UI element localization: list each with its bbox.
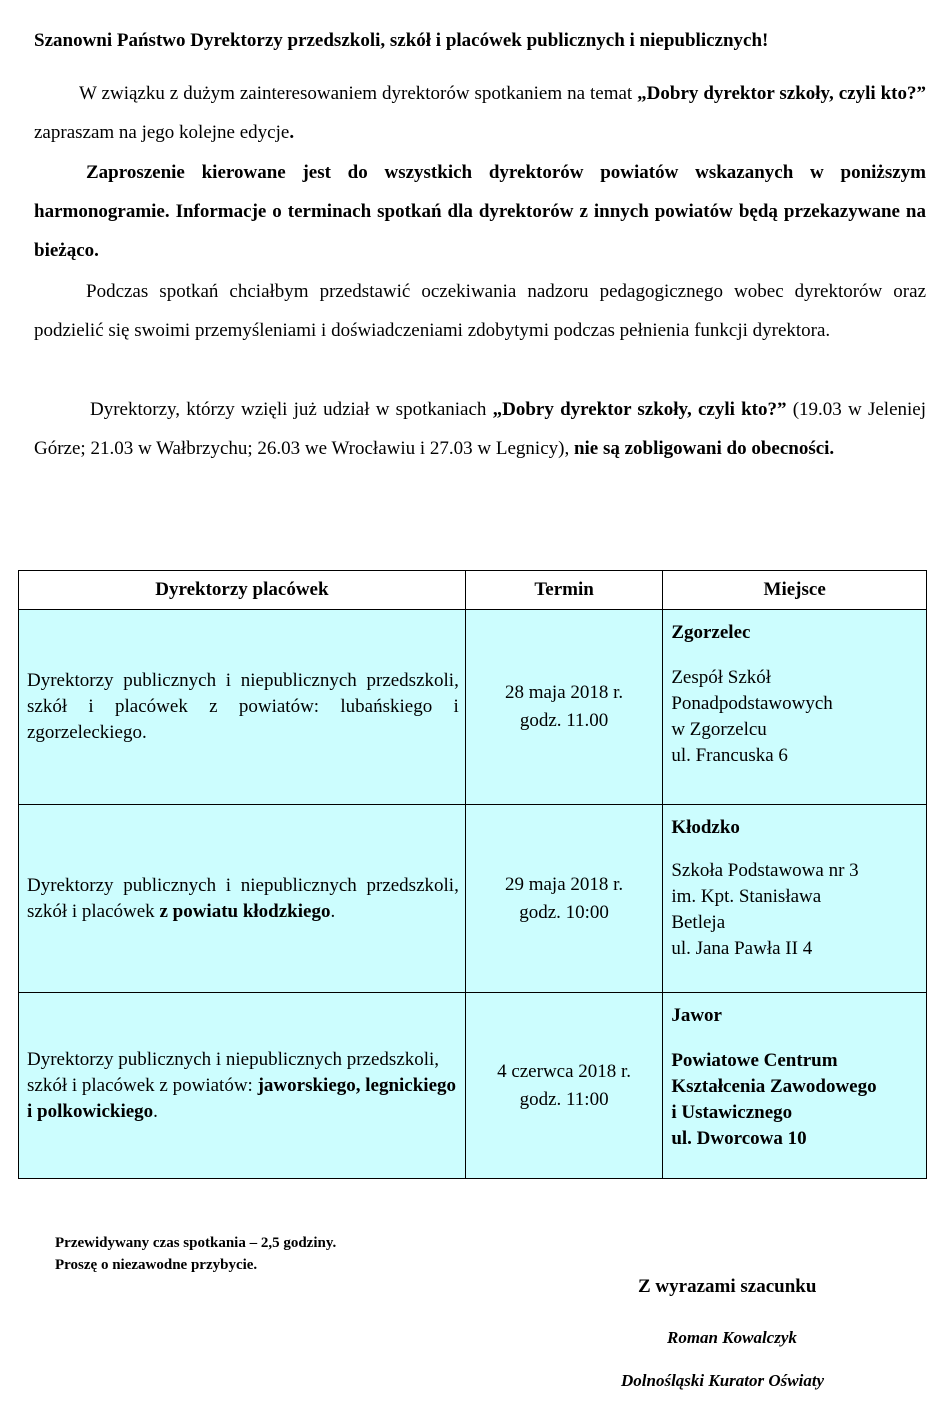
- paragraph-previous: [34, 390, 926, 468]
- time-text: godz. 10:00: [519, 901, 609, 923]
- intro-text: W związku z dużym zainteresowaniem dyrektorów spotkaniem na temat: [79, 83, 638, 104]
- footer-notes: [55, 1232, 336, 1276]
- signer-title: Dolnośląski Kurator Oświaty: [621, 1371, 825, 1390]
- directors-text: Dyrektorzy publicznych i niepublicznych przedszkoli, szkół i placówek z powiatów: lubańskiego i zgorzeleckiego.: [27, 670, 459, 743]
- venue-address: ul. Jana Pawła II 4: [671, 938, 813, 959]
- directors-text: Dyrektorzy publicznych i niepublicznych przedszkoli, szkół i placówek z powiatów:: [27, 1048, 440, 1096]
- table-row: [19, 805, 927, 993]
- intro-text-end: zapraszam na jego kolejne edycje: [34, 122, 290, 143]
- purpose-text: Podczas spotkań chciałbym przedstawić oczekiwania nadzoru pedagogicznego wobec dyrektorów oraz podzielić się swoimi przemyśleniami i doświadczeniami zdobytymi podczas pełnienia funkcji dyrektora.: [34, 281, 926, 341]
- not-obliged-note: nie są zobligowani do obecności.: [573, 438, 835, 459]
- header-place: Miejsce: [663, 571, 927, 610]
- table-row: [19, 993, 927, 1179]
- previous-text: Dyrektorzy, którzy wzięli już udział w spotkaniach: [90, 399, 493, 420]
- attendance-request: Proszę o niezawodne przybycie.: [55, 1257, 258, 1273]
- date-text: 29 maja 2018 r.: [504, 873, 624, 895]
- header-date: Termin: [465, 571, 662, 610]
- date-cell: [465, 993, 662, 1179]
- date-cell: [465, 805, 662, 993]
- table-row: [19, 610, 927, 805]
- meeting-title: „Dobry dyrektor szkoły, czyli kto?”: [637, 83, 926, 104]
- venue-line: w Zgorzelcu: [671, 719, 767, 740]
- venue-line: i Ustawicznego: [671, 1102, 793, 1123]
- schedule-table: [18, 570, 927, 1179]
- directors-bold: z powiatu kłodzkiego: [159, 900, 331, 922]
- duration-note: Przewidywany czas spotkania – 2,5 godziny.: [55, 1235, 337, 1251]
- directors-text: Dyrektorzy publicznych i niepublicznych przedszkoli, szkół i placówek: [27, 874, 459, 922]
- time-text: godz. 11.00: [519, 710, 609, 731]
- venue-line: im. Kpt. Stanisława: [671, 886, 822, 907]
- venue-line: Powiatowe Centrum: [671, 1050, 838, 1071]
- venue-line: Szkoła Podstawowa nr 3: [671, 860, 859, 881]
- place-cell: [663, 610, 927, 805]
- date-text: 28 maja 2018 r.: [504, 682, 624, 703]
- header-directors: Dyrektorzy placówek: [19, 571, 466, 610]
- venue-line: Zespół Szkół: [671, 667, 772, 688]
- venue-line: Ponadpodstawowych: [671, 693, 833, 714]
- invitation-text: Zaproszenie kierowane jest do wszystkich dyrektorów powiatów wskazanych w poniższym harmonogramie. Informacje o terminach spotkań dla dyrektorów z innych powiatów będą przekazywane na bieżąco.: [34, 162, 926, 261]
- paragraph-intro: [34, 74, 926, 152]
- venue-line: Kształcenia Zawodowego: [671, 1076, 877, 1097]
- city-name: Jawor: [671, 1005, 722, 1026]
- paragraph-purpose: [34, 272, 926, 350]
- directors-cell: [19, 805, 466, 993]
- intro-period: .: [289, 122, 295, 143]
- date-text: 4 czerwca 2018 r.: [497, 1060, 632, 1082]
- signer-name: Roman Kowalczyk: [667, 1328, 797, 1347]
- meeting-title-2: „Dobry dyrektor szkoły, czyli kto?”: [492, 399, 787, 420]
- date-cell: [465, 610, 662, 805]
- directors-bold: jaworskiego, legnickiego i polkowickiego: [27, 1074, 457, 1122]
- venue-address: ul. Francuska 6: [671, 745, 788, 766]
- directors-cell: [19, 610, 466, 805]
- city-name: Kłodzko: [671, 817, 740, 838]
- previous-dates: (19.03 w Jeleniej Górze; 21.03 w Wałbrzychu; 26.03 we Wrocławiu i 27.03 w Legnicy),: [34, 399, 926, 459]
- directors-end: .: [153, 1100, 158, 1122]
- directors-cell: [19, 993, 466, 1179]
- venue-line: Betleja: [671, 912, 726, 933]
- paragraph-invitation: [34, 153, 926, 270]
- place-cell: [663, 805, 927, 993]
- directors-end: .: [330, 900, 336, 922]
- place-cell: [663, 993, 927, 1179]
- venue-address: ul. Dworcowa 10: [671, 1128, 807, 1149]
- closing-phrase: Z wyrazami szacunku: [638, 1276, 817, 1297]
- table-header-row: [19, 571, 927, 610]
- greeting-heading: Szanowni Państwo Dyrektorzy przedszkoli, szkół i placówek publicznych i niepublicznych!: [34, 30, 769, 51]
- city-name: Zgorzelec: [671, 622, 751, 643]
- time-text: godz. 11:00: [519, 1088, 609, 1110]
